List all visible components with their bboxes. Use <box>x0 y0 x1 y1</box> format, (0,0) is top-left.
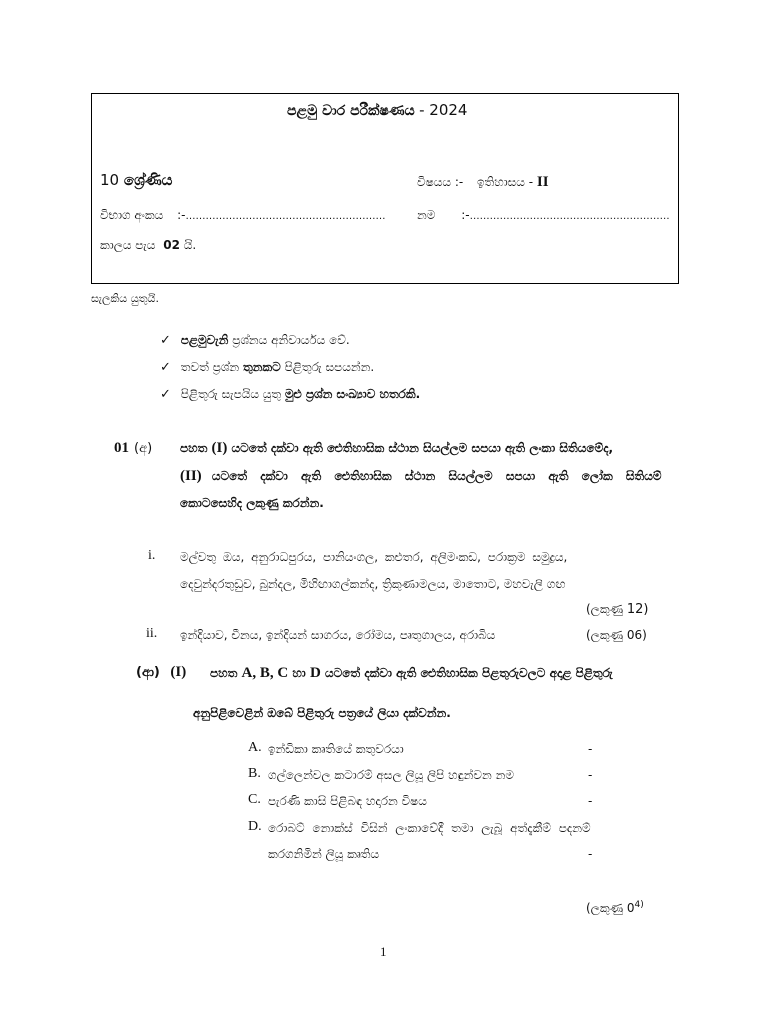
name-colon: :- <box>461 208 470 222</box>
item-dash: - <box>588 742 593 756</box>
item-letter: B. <box>248 766 261 781</box>
part-a-label: (අ) <box>134 441 153 456</box>
marks-sup: 4) <box>634 900 644 910</box>
sub-ii-label: ii. <box>146 626 158 641</box>
item-text-cont: කරගනිමින් ලියූ කෘතිය <box>268 847 380 861</box>
instruction-text: ප්‍රශ්නය අනිවාර්යය වේ. <box>228 333 350 347</box>
exam-year: - 2024 <box>419 101 468 119</box>
subject <box>417 174 549 191</box>
instruction-item <box>160 360 374 375</box>
index-number-row <box>100 208 385 223</box>
time-label: කාලය පැය <box>100 238 156 252</box>
aa-line1-pre: පහත <box>210 666 238 680</box>
instruction-text: පිළිතුරු සපයන්න. <box>280 360 375 374</box>
marks-label: (ලකුණු 0 <box>586 901 635 915</box>
item-text: ඉන්ඩිකා කෘතියේ කතුවරයා <box>268 742 404 756</box>
sub-i-marks <box>586 602 649 617</box>
aa-ha: හා <box>292 666 306 680</box>
grade-label: ශ්‍රේණිය <box>123 171 173 189</box>
q1-roman-ii: (II) <box>180 468 202 484</box>
item-dash: - <box>588 768 593 782</box>
exam-title <box>287 101 467 119</box>
aa-letter-d: D <box>309 665 321 681</box>
item-dash: - <box>588 847 593 861</box>
q1-line1-rest: යටතේ දක්වා ඇති ඓතිහාසික ස්ථාන සියල්ලම සපයා ඇති ලංකා සිතියමේද, <box>231 441 614 455</box>
part-aa-label: (ආ) <box>136 665 160 680</box>
instruction-bold: පළමුවැනි <box>180 333 229 347</box>
time-suffix: යි. <box>183 238 197 252</box>
subject-paper: II <box>536 174 549 190</box>
aa-marks <box>586 900 644 916</box>
grade-number: 10 <box>100 171 120 189</box>
instruction-bold: තුනකට <box>242 360 281 374</box>
q1-line3: කොටසෙහිද ලකුණු කරන්න. <box>180 496 324 510</box>
part-aa <box>136 664 186 681</box>
checkmark-icon: ✓ <box>160 387 171 402</box>
aa-line1-rest: යටතේ දක්වා ඇති ඓතිහාසික පිළතුරුවලට අදාළ පිළිතුරු <box>324 666 613 680</box>
q1-line1 <box>180 440 613 457</box>
q1-line2-rest: යටතේ දක්වා ඇති ඓතිහාසික ස්ථාන සියල්ලම සපයා ඇති ලෝක සිතියම් <box>211 469 662 483</box>
aa-line2: අනුපිළිවෙළින් ඔබේ පිළිතුරු පත්‍රයේ ලියා දක්වන්න. <box>193 706 451 720</box>
q1-roman-i: (I) <box>211 440 228 456</box>
name-dots: …………………………………………………… <box>469 211 670 222</box>
instruction-item <box>160 333 350 348</box>
instruction-text: පිළිතුරු සැපයිය යුතු <box>180 387 285 401</box>
item-letter: C. <box>248 792 261 807</box>
instruction-item <box>160 387 420 402</box>
subject-label: විෂයය :- <box>417 175 464 189</box>
checkmark-icon: ✓ <box>160 333 171 348</box>
item-text: පැරණි කාසි පිළිබඳ හදාරන විෂය <box>268 794 427 808</box>
item-text: රොබට් නොක්ස් විසින් ලංකාවේදී තමා ලැබූ අත්දැකීම් පදනම් <box>268 821 591 835</box>
instruction-text: තවත් ප්‍රශ්න <box>180 360 243 374</box>
time-value: 02 <box>163 238 180 252</box>
aa-line1 <box>210 665 613 682</box>
item-text: ගල්ලෙන්වල කටාරම් අසල ලියූ ලිපි හඳුන්වන නම <box>268 768 514 782</box>
sub-i-line1: මල්වතු ඔය, අනුරාධපුරය, පානියංගල, කළුතර, අලිමංකඩ, පරාක්‍රම සමුද්‍රය, <box>180 550 568 564</box>
name-label: නම <box>417 208 436 222</box>
time-row <box>100 238 196 253</box>
part-aa-roman: (I) <box>170 664 187 680</box>
question-number: 01 <box>114 440 129 456</box>
name-row <box>417 208 670 223</box>
item-letter: A. <box>248 740 262 755</box>
item-letter: D. <box>248 819 262 834</box>
instruction-bold: මුළු ප්‍රශ්න සංඛ්‍යාව හතරකි. <box>284 387 421 401</box>
grade <box>100 171 172 189</box>
sub-ii-marks: (ලකුණු 06) <box>586 628 647 642</box>
notice: සැලකිය යුතුයි. <box>91 292 159 305</box>
marks-value: 12) <box>626 602 649 617</box>
page-number: 1 <box>380 944 387 959</box>
subject-value: ඉතිහාසය - <box>477 175 534 189</box>
sub-ii-line: ඉන්දියාව, චීනය, ඉන්දියන් සාගරය, රෝමය, පෘතුගාලය, අරාබිය <box>180 628 496 642</box>
item-dash: - <box>588 794 593 808</box>
marks-label: (ලකුණු <box>586 602 624 616</box>
index-colon: :- <box>177 208 186 222</box>
aa-letters: A, B, C <box>241 665 289 681</box>
header-box <box>91 93 679 284</box>
q1-line2 <box>180 468 662 485</box>
exam-title-si: පළමු වාර පරීක්ෂණය <box>287 103 415 119</box>
sub-i-line2: දෙවුන්දරතුඩුව, බුන්දල, මිහිඟාගල්කන්ද, ත්‍රිකුණාමලය, මාතොට, මහවැලි ගඟ <box>180 577 566 591</box>
sub-i-label: i. <box>148 548 156 563</box>
checkmark-icon: ✓ <box>160 360 171 375</box>
index-dots: …………………………………………………… <box>185 211 386 222</box>
index-label: විභාග අංකය <box>100 208 164 222</box>
q1-line1-pre: පහත <box>180 441 208 455</box>
